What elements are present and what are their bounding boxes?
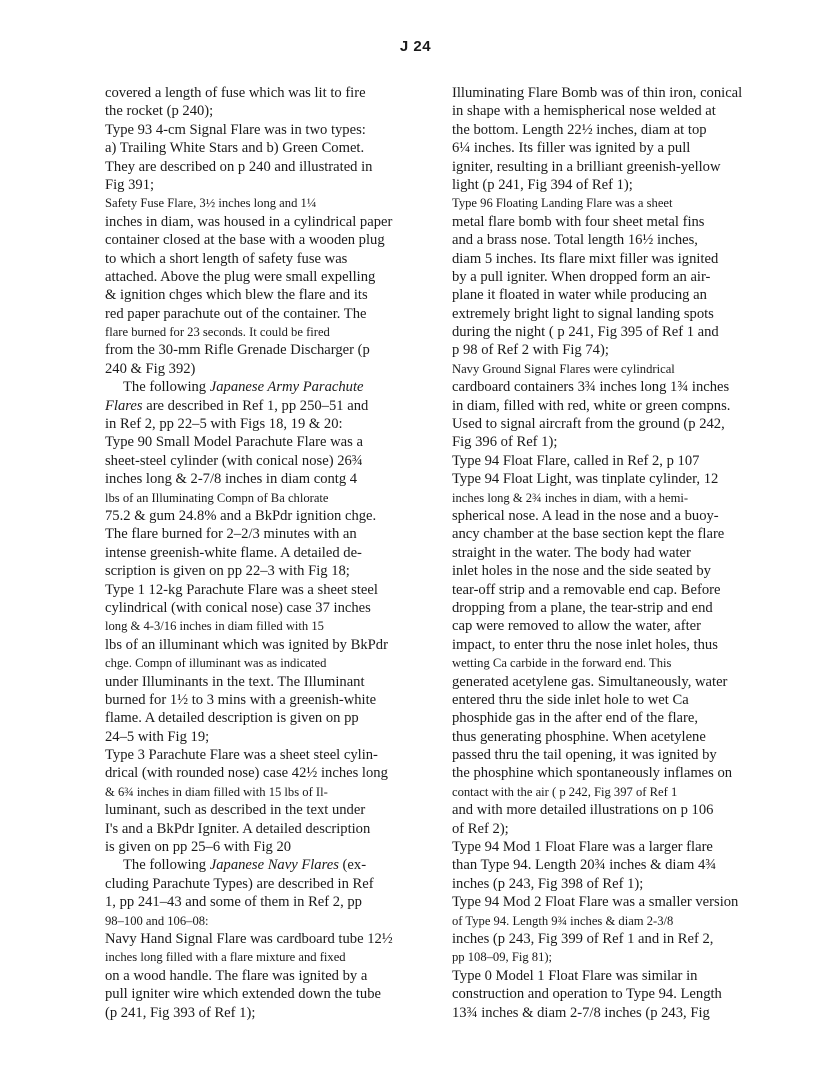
text-line — [452, 433, 764, 451]
line-text: flare burned for 23 seconds. It could be fired — [105, 325, 330, 340]
text-line — [452, 985, 764, 1003]
text-line — [452, 930, 764, 948]
line-text: & ignition chges which blew the flare and its — [105, 287, 368, 304]
text-line — [105, 415, 417, 433]
text-line — [105, 341, 417, 359]
line-text: in Ref 2, pp 22–5 with Figs 18, 19 & 20: — [105, 416, 343, 433]
text-line — [105, 875, 417, 893]
line-text: inches long filled with a flare mixture and fixed — [105, 950, 346, 965]
text-line — [105, 213, 417, 231]
text-line — [105, 139, 417, 157]
text-line — [105, 268, 417, 286]
text-line — [105, 691, 417, 709]
text-line — [105, 323, 417, 341]
line-text: Illuminating Flare Bomb was of thin iron, conical — [452, 85, 743, 101]
line-text: chge. Compn of illuminant was as indicated — [105, 656, 327, 671]
text-line — [105, 654, 417, 672]
text-line — [452, 250, 764, 268]
line-text: Fig 396 of Ref 1); — [452, 434, 558, 451]
line-text: pull igniter wire which extended down the tube — [105, 986, 381, 1003]
line-text: diam 5 inches. Its flare mixt filler was ignited — [452, 250, 719, 267]
line-text: Fig 391; — [105, 176, 155, 193]
text-line — [452, 764, 764, 782]
text-line — [105, 930, 417, 948]
line-text: flame. A detailed description is given on pp — [105, 710, 359, 727]
text-line — [452, 286, 764, 304]
text-line — [452, 323, 764, 341]
text-line — [452, 875, 764, 893]
line-text: 240 & Fig 392) — [105, 360, 196, 377]
text-line — [105, 102, 417, 120]
line-text: Navy Ground Signal Flares were cylindrical — [452, 361, 675, 376]
line-text: cap were removed to allow the water, after — [452, 618, 702, 635]
line-text: 6¼ inches. Its filler was ignited by a pull — [452, 140, 691, 157]
text-line — [452, 912, 764, 930]
line-text: thus generating phosphine. When acetylene — [452, 728, 706, 745]
line-text: They are described on p 240 and illustrated in — [105, 158, 373, 175]
text-line — [105, 820, 417, 838]
line-text: scription is given on pp 22–3 with Fig 18; — [105, 563, 350, 580]
line-text: Type 3 Parachute Flare was a sheet steel cylin- — [105, 747, 378, 764]
line-text: & 6¾ inches in diam filled with 15 lbs of Il- — [105, 784, 328, 799]
text-line — [105, 360, 417, 378]
line-text: generated acetylene gas. Simultaneously, water — [452, 673, 728, 690]
text-line — [452, 599, 764, 617]
italic-term: Japanese Army Parachute — [209, 379, 364, 396]
text-line — [452, 617, 764, 635]
line-text: The flare burned for 2–2/3 minutes with an — [105, 526, 357, 543]
text-line — [452, 783, 764, 801]
text-line — [105, 636, 417, 654]
line-text: of Ref 2); — [452, 820, 509, 837]
text-line — [105, 305, 417, 323]
line-text: lbs of an Illuminating Compn of Ba chlorate — [105, 490, 329, 505]
line-text: than Type 94. Length 20¾ inches & diam 4¾ — [452, 857, 717, 874]
line-text-continued: (ex- — [338, 857, 367, 874]
line-text: inches (p 243, Fig 399 of Ref 1 and in Ref 2, — [452, 930, 714, 947]
text-line — [452, 231, 764, 249]
line-text: dropping from a plane, the tear-strip and end — [452, 599, 713, 616]
line-text: Type 93 4-cm Signal Flare was in two types: — [105, 121, 366, 138]
line-text: inches in diam, was housed in a cylindrical paper — [105, 213, 393, 230]
text-line — [452, 636, 764, 654]
text-line — [105, 1004, 417, 1022]
text-line — [452, 893, 764, 911]
text-line — [105, 838, 417, 856]
line-text: cylindrical (with conical nose) case 37 inches — [105, 599, 371, 616]
text-line — [452, 84, 764, 102]
text-line — [452, 654, 764, 672]
text-line — [105, 581, 417, 599]
line-text: inlet holes in the nose and the side seated by — [452, 563, 711, 580]
text-line — [452, 820, 764, 838]
text-line — [105, 84, 417, 102]
line-text: of Type 94. Length 9¾ inches & diam 2-3/8 — [452, 913, 674, 928]
text-line — [105, 728, 417, 746]
text-line — [105, 433, 417, 451]
line-text: construction and operation to Type 94. Length — [452, 986, 722, 1003]
text-line — [105, 801, 417, 819]
text-line — [452, 121, 764, 139]
line-text: light (p 241, Fig 394 of Ref 1); — [452, 176, 633, 193]
line-text: long & 4-3/16 inches in diam filled with 15 — [105, 619, 324, 634]
text-line — [452, 525, 764, 543]
text-line — [452, 507, 764, 525]
line-text: phosphide gas in the after end of the flare, — [452, 710, 698, 727]
line-text: 13¾ inches & diam 2-7/8 inches (p 243, Fig — [452, 1004, 710, 1021]
text-line — [105, 709, 417, 727]
line-text: igniter, resulting in a brilliant greenish-yellow — [452, 158, 721, 175]
line-text: is given on pp 25–6 with Fig 20 — [105, 839, 292, 856]
text-line — [105, 250, 417, 268]
text-line — [105, 452, 417, 470]
line-text: Safety Fuse Flare, 3½ inches long and 1¼ — [105, 196, 317, 211]
line-text: Type 94 Mod 1 Float Flare was a larger flare — [452, 839, 713, 856]
text-line — [105, 893, 417, 911]
text-line — [105, 544, 417, 562]
line-text: spherical nose. A lead in the nose and a buoy- — [452, 507, 719, 524]
line-text: contact with the air ( p 242, Fig 397 of Ref 1 — [452, 784, 678, 799]
line-text: I's and a BkPdr Igniter. A detailed description — [105, 820, 371, 837]
text-line — [105, 470, 417, 488]
text-line — [452, 562, 764, 580]
text-line — [105, 121, 417, 139]
line-text: Type 90 Small Model Parachute Flare was a — [105, 434, 363, 451]
text-line — [452, 176, 764, 194]
text-line — [452, 397, 764, 415]
line-text: the rocket (p 240); — [105, 103, 214, 120]
line-text: to which a short length of safety fuse was — [105, 250, 348, 267]
text-line — [452, 470, 764, 488]
line-text-continued: are described in Ref 1, pp 250–51 and — [142, 397, 369, 414]
line-text: sheet-steel cylinder (with conical nose) 26¾ — [105, 452, 363, 469]
text-line — [452, 378, 764, 396]
line-text: Type 0 Model 1 Float Flare was similar in — [452, 967, 698, 984]
text-line — [452, 139, 764, 157]
line-text: passed thru the tail opening, it was ignited by — [452, 747, 717, 764]
text-line — [452, 728, 764, 746]
line-text: inches (p 243, Fig 398 of Ref 1); — [452, 875, 644, 892]
text-line — [105, 783, 417, 801]
page-header — [0, 38, 831, 55]
line-text: in shape with a hemispherical nose welded at — [452, 103, 716, 120]
line-text: 75.2 & gum 24.8% and a BkPdr ignition chge. — [105, 507, 377, 524]
text-line — [105, 912, 417, 930]
text-line — [452, 581, 764, 599]
text-line — [452, 691, 764, 709]
line-text: during the night ( p 241, Fig 395 of Ref 1 and — [452, 324, 719, 341]
text-line — [105, 599, 417, 617]
line-text: plane it floated in water while producing an — [452, 287, 707, 304]
text-line — [452, 948, 764, 966]
text-line — [452, 452, 764, 470]
line-text: the phosphine which spontaneously inflames on — [452, 765, 733, 782]
line-text: from the 30-mm Rifle Grenade Discharger (p — [105, 342, 370, 359]
line-text: The following — [123, 379, 210, 396]
line-text: covered a length of fuse which was lit to fire — [105, 85, 366, 101]
line-text: drical (with rounded nose) case 42½ inches long — [105, 765, 388, 782]
line-text: intense greenish-white flame. A detailed de- — [105, 544, 362, 561]
line-text: Type 94 Float Flare, called in Ref 2, p 107 — [452, 452, 700, 469]
text-line — [452, 489, 764, 507]
line-text: luminant, such as described in the text under — [105, 802, 366, 819]
line-text: Type 94 Float Light, was tinplate cylinder, 12 — [452, 471, 719, 488]
text-line — [105, 948, 417, 966]
line-text: burned for 1½ to 3 mins with a greenish-white — [105, 691, 377, 708]
text-line — [105, 378, 417, 396]
line-text: and with more detailed illustrations on p 106 — [452, 802, 714, 819]
line-text: Used to signal aircraft from the ground (p 242, — [452, 416, 725, 433]
line-text: (p 241, Fig 393 of Ref 1); — [105, 1004, 256, 1021]
line-text: container closed at the base with a wooden plug — [105, 232, 385, 249]
text-line — [452, 746, 764, 764]
text-line — [452, 801, 764, 819]
line-text: Type 96 Floating Landing Flare was a sheet — [452, 196, 673, 211]
line-text: inches long & 2-7/8 inches in diam contg 4 — [105, 471, 358, 488]
line-text: a) Trailing White Stars and b) Green Comet. — [105, 140, 365, 157]
line-text: cluding Parachute Types) are described in Ref — [105, 875, 374, 892]
line-text: 24–5 with Fig 19; — [105, 728, 210, 745]
line-text: tear-off strip and a removable end cap. Before — [452, 581, 721, 598]
text-line — [452, 1004, 764, 1022]
text-line — [105, 764, 417, 782]
text-line — [105, 507, 417, 525]
line-text: entered thru the side inlet hole to wet Ca — [452, 691, 689, 708]
text-line — [105, 967, 417, 985]
line-text: ancy chamber at the base section kept the flare — [452, 526, 725, 543]
text-line — [105, 562, 417, 580]
line-text: red paper parachute out of the container. The — [105, 305, 367, 322]
text-line — [105, 194, 417, 212]
text-line — [105, 231, 417, 249]
text-line — [105, 617, 417, 635]
line-text: under Illuminants in the text. The Illuminant — [105, 673, 365, 690]
line-text: lbs of an illuminant which was ignited by BkPdr — [105, 636, 388, 653]
text-line — [452, 102, 764, 120]
line-text: by a pull igniter. When dropped form an air- — [452, 268, 711, 285]
text-line — [452, 158, 764, 176]
line-text: impact, to enter thru the nose inlet holes, thus — [452, 636, 718, 653]
line-text: Type 94 Mod 2 Float Flare was a smaller version — [452, 894, 739, 911]
text-line — [452, 967, 764, 985]
text-line — [105, 176, 417, 194]
line-text: wetting Ca carbide in the forward end. This — [452, 656, 672, 671]
text-line — [452, 544, 764, 562]
line-text: pp 108–09, Fig 81); — [452, 950, 553, 965]
line-text: in diam, filled with red, white or green compns. — [452, 397, 731, 414]
line-text: and a brass nose. Total length 16½ inches, — [452, 232, 698, 249]
text-line — [105, 286, 417, 304]
text-line — [105, 746, 417, 764]
line-text: p 98 of Ref 2 with Fig 74); — [452, 342, 609, 359]
line-text: inches long & 2¾ inches in diam, with a hemi- — [452, 490, 689, 505]
text-line — [452, 341, 764, 359]
line-text: extremely bright light to signal landing spots — [452, 305, 714, 322]
text-line — [452, 838, 764, 856]
text-line — [105, 673, 417, 691]
text-line — [105, 525, 417, 543]
right-text-column — [452, 84, 764, 1022]
text-line — [105, 489, 417, 507]
text-line — [452, 268, 764, 286]
left-text-column — [105, 84, 417, 1022]
line-text: attached. Above the plug were small expelling — [105, 268, 376, 285]
italic-term: Japanese Navy Flares — [209, 857, 339, 874]
line-text: on a wood handle. The flare was ignited by a — [105, 967, 368, 984]
text-line — [452, 305, 764, 323]
line-text: the bottom. Length 22½ inches, diam at top — [452, 121, 707, 138]
text-line — [105, 397, 417, 415]
page-number-label: J 24 — [399, 38, 432, 55]
text-line — [452, 194, 764, 212]
text-line — [452, 673, 764, 691]
line-text: Navy Hand Signal Flare was cardboard tube 12½ — [105, 930, 393, 947]
line-text: metal flare bomb with four sheet metal fins — [452, 213, 705, 230]
line-text: straight in the water. The body had water — [452, 544, 691, 561]
line-text: The following — [123, 857, 210, 874]
text-line — [105, 158, 417, 176]
text-line — [452, 709, 764, 727]
line-text: 1, pp 241–43 and some of them in Ref 2, pp — [105, 894, 362, 911]
line-text: 98–100 and 106–08: — [105, 913, 209, 928]
line-text: Type 1 12-kg Parachute Flare was a sheet steel — [105, 581, 378, 598]
line-text: cardboard containers 3¾ inches long 1¾ inches — [452, 379, 730, 396]
text-line — [452, 856, 764, 874]
italic-term: Flares — [105, 397, 143, 414]
text-line — [452, 360, 764, 378]
text-line — [452, 213, 764, 231]
text-line — [452, 415, 764, 433]
text-line — [105, 985, 417, 1003]
text-line — [105, 856, 417, 874]
